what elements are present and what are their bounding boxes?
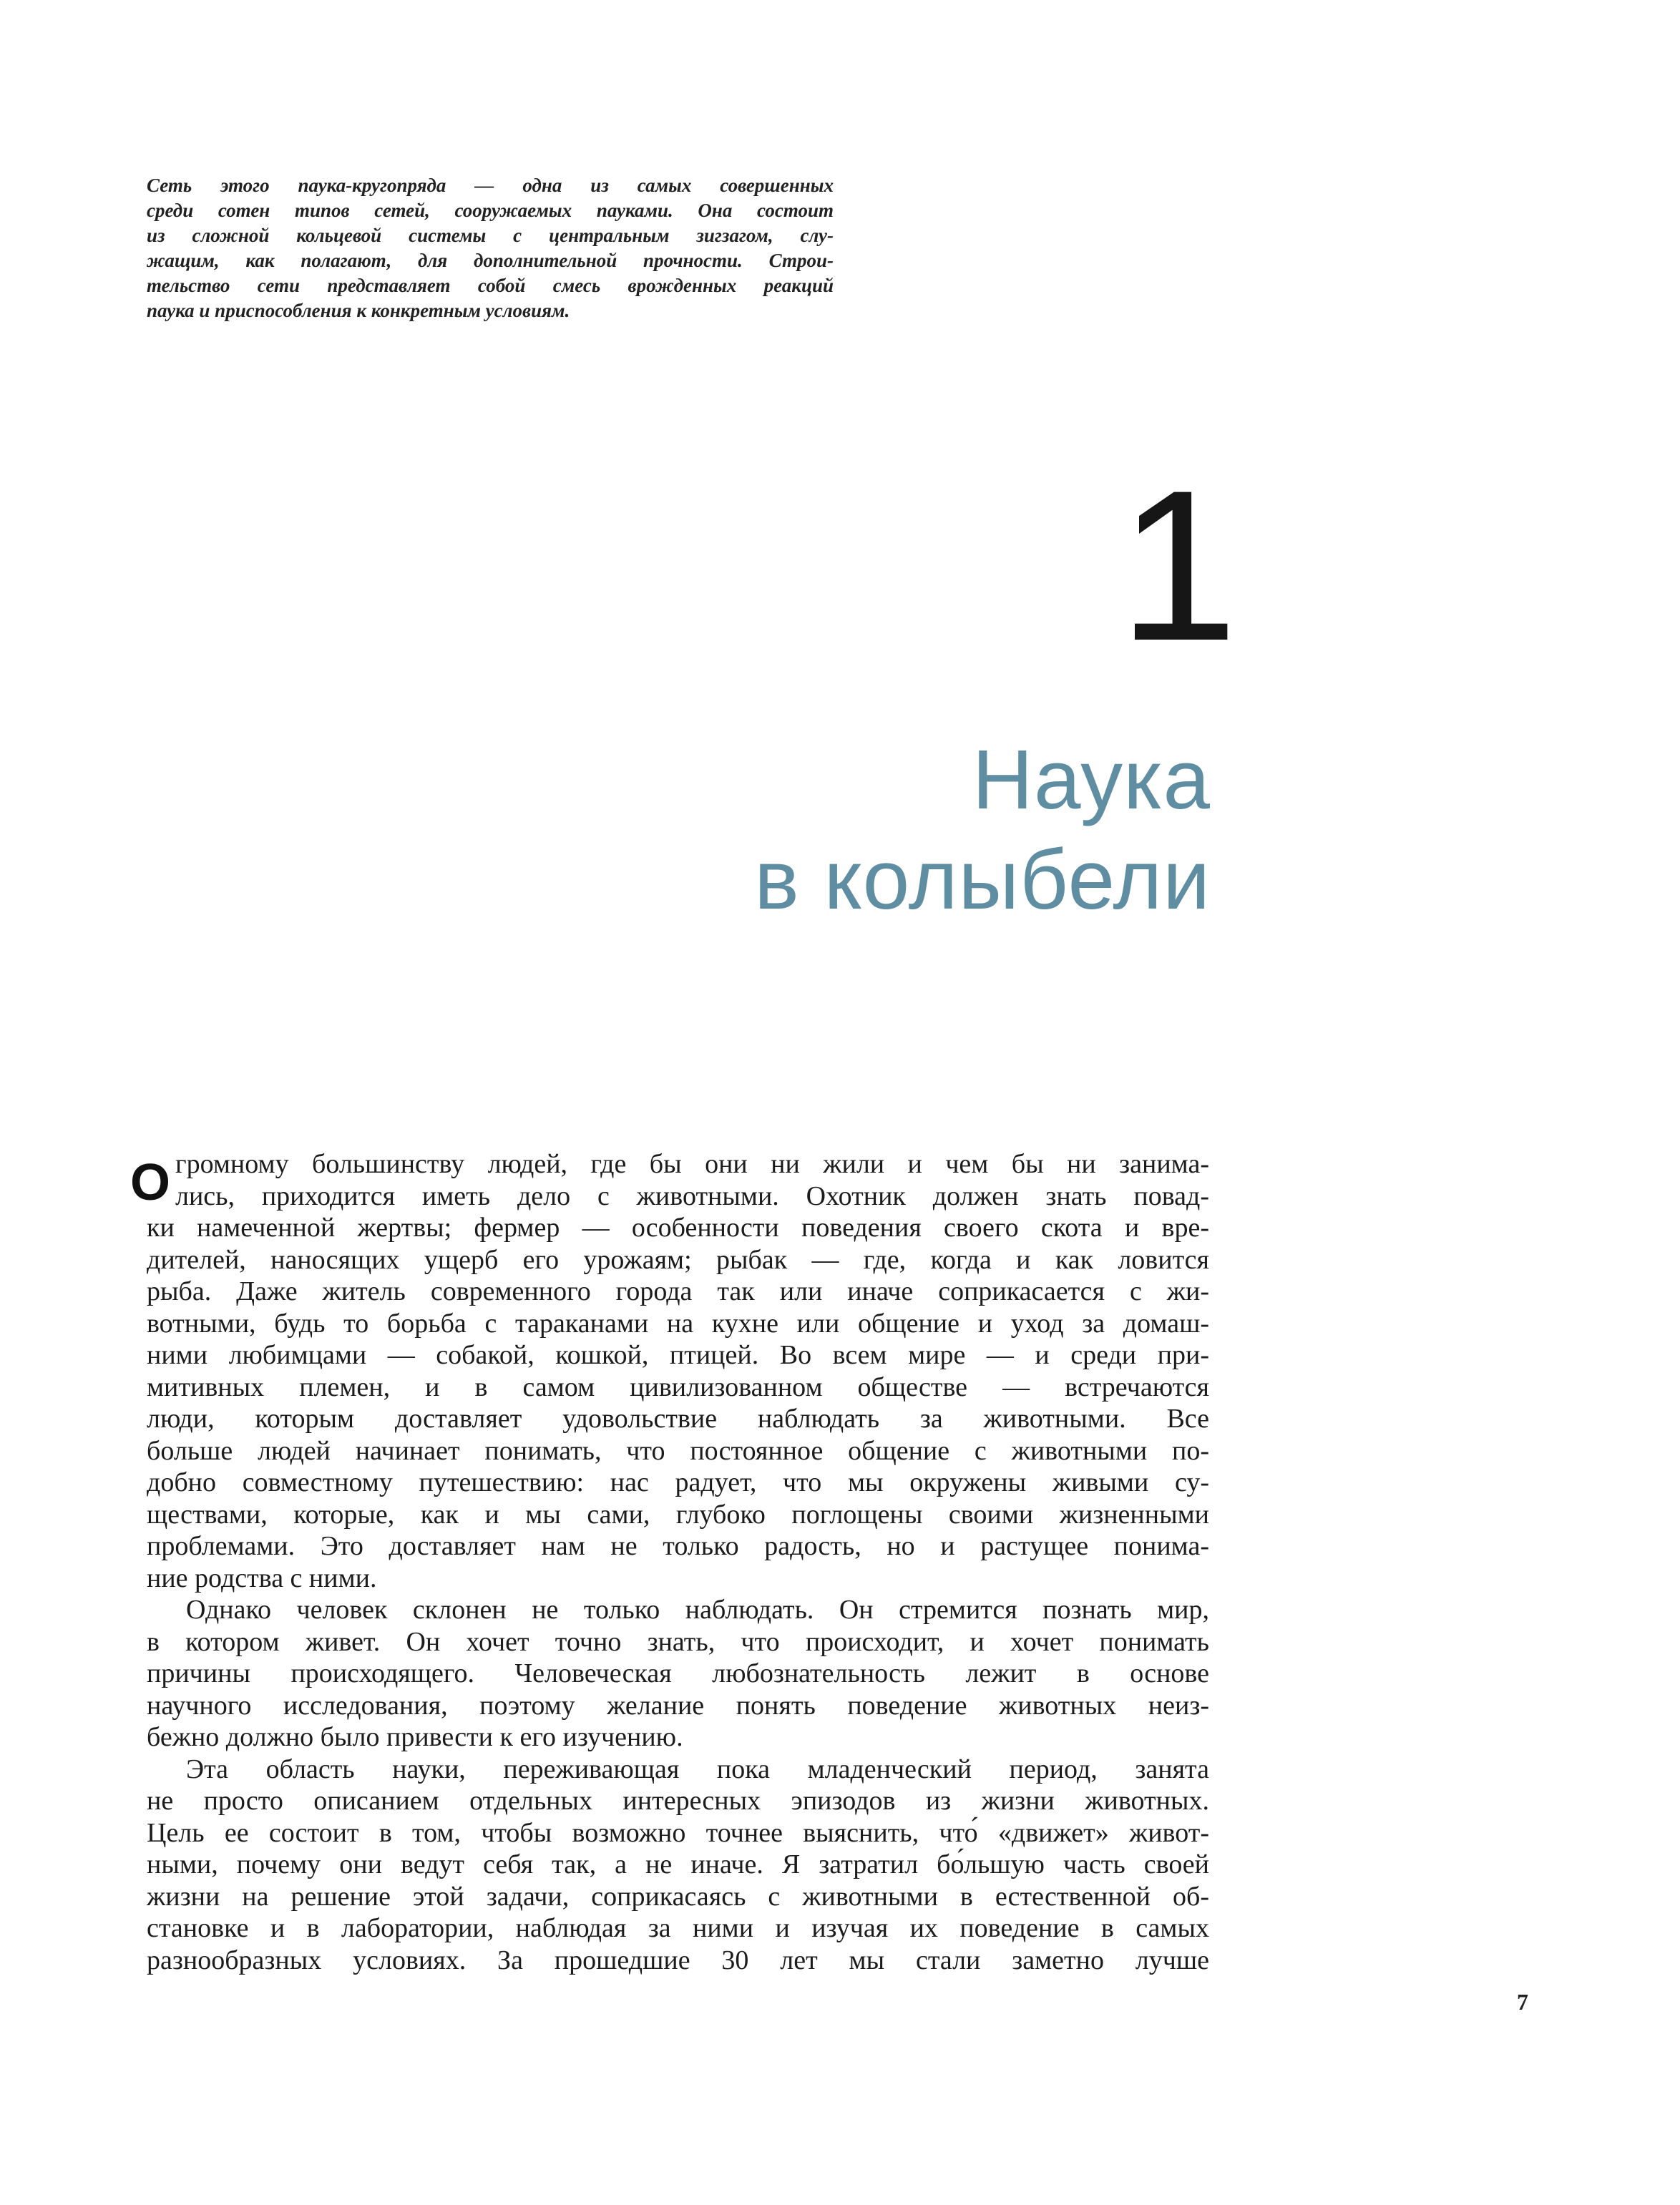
- body-line: больше людей начинает понимать, что постоянное общение с животными по-: [147, 1435, 1209, 1466]
- chapter-title-line-1: Наука: [972, 733, 1211, 827]
- body-line: жизни на решение этой задачи, соприкасаясь с животными в естественной об-: [147, 1881, 1209, 1912]
- body-line: дителей, наносящих ущерб его урожаям; рыбак — где, когда и как ловится: [147, 1244, 1209, 1275]
- body-line: в котором живет. Он хочет точно знать, что происходит, и хочет понимать: [147, 1626, 1209, 1657]
- body-line: причины происходящего. Человеческая любознательность лежит в основе: [147, 1658, 1209, 1688]
- body-line: научного исследования, поэтому желание понять поведение животных неиз-: [147, 1690, 1209, 1721]
- body-line: бежно должно было привести к его изучению.: [147, 1722, 683, 1752]
- caption-line: из сложной кольцевой системы с центральным зигзагом, слу-: [147, 225, 834, 246]
- drop-cap: О: [130, 1154, 171, 1211]
- body-line: Эта область науки, переживающая пока младенческий период, занята: [186, 1754, 1209, 1784]
- body-line: ными, почему они ведут себя так, а не иначе. Я затратил бо́льшую часть своей: [147, 1849, 1209, 1879]
- chapter-title: [608, 730, 1211, 930]
- body-line: становке и в лаборатории, наблюдая за ними и изучая их поведение в самых: [147, 1913, 1209, 1943]
- body-line: люди, которым доставляет удовольствие наблюдать за животными. Все: [147, 1404, 1209, 1434]
- body-line: рыба. Даже житель современного города так или иначе соприкасается с жи-: [147, 1276, 1209, 1306]
- body-line: Однако человек склонен не только наблюдать. Он стремится познать мир,: [186, 1595, 1209, 1625]
- body-text: [147, 1148, 1209, 1976]
- page-number: 7: [1517, 1989, 1528, 2015]
- body-line: ними любимцами — собакой, кошкой, птицей. Во всем мире — и среди при-: [147, 1340, 1209, 1370]
- body-line: ки намеченной жертвы; фермер — особенности поведения своего скота и вре-: [147, 1213, 1209, 1243]
- body-line: громному большинству людей, где бы они ни жили и чем бы ни занима-: [175, 1149, 1209, 1179]
- body-line: добно совместному путешествию: нас радует, что мы окружены живыми су-: [147, 1467, 1209, 1497]
- caption-line: тельство сети представляет собой смесь врожденных реакций: [147, 275, 834, 296]
- body-line: Цель ее состоит в том, чтобы возможно точнее выяснить, что́ «движет» живот-: [147, 1817, 1209, 1848]
- body-line: проблемами. Это доставляет нам не только радость, но и растущее понима-: [147, 1531, 1209, 1561]
- body-line: лись, приходится иметь дело с животными. Охотник должен знать повад-: [175, 1180, 1209, 1211]
- body-line: вотными, будь то борьба с тараканами на кухне или общение и уход за домаш-: [147, 1308, 1209, 1339]
- caption-line: Сеть этого паука-кругопряда — одна из самых совершенных: [147, 175, 834, 196]
- caption-line: паука и приспособления к конкретным условиям.: [147, 300, 570, 321]
- body-line: ние родства с ними.: [147, 1563, 377, 1593]
- chapter-title-line-2: в колыбели: [754, 833, 1211, 927]
- caption-line: среди сотен типов сетей, сооружаемых пауками. Она состоит: [147, 200, 834, 221]
- body-line: не просто описанием отдельных интересных эпизодов из жизни животных.: [147, 1786, 1209, 1816]
- figure-caption: [147, 173, 834, 323]
- body-line: разнообразных условиях. За прошедшие 30 лет мы стали заметно лучше: [147, 1945, 1209, 1975]
- caption-line: жащим, как полагают, для дополнительной прочности. Строи-: [147, 250, 834, 271]
- body-line: ществами, которые, как и мы сами, глубоко поглощены своими жизненными: [147, 1499, 1209, 1530]
- chapter-number: 1: [1118, 445, 1238, 685]
- body-line: митивных племен, и в самом цивилизованном обществе — встречаются: [147, 1372, 1209, 1402]
